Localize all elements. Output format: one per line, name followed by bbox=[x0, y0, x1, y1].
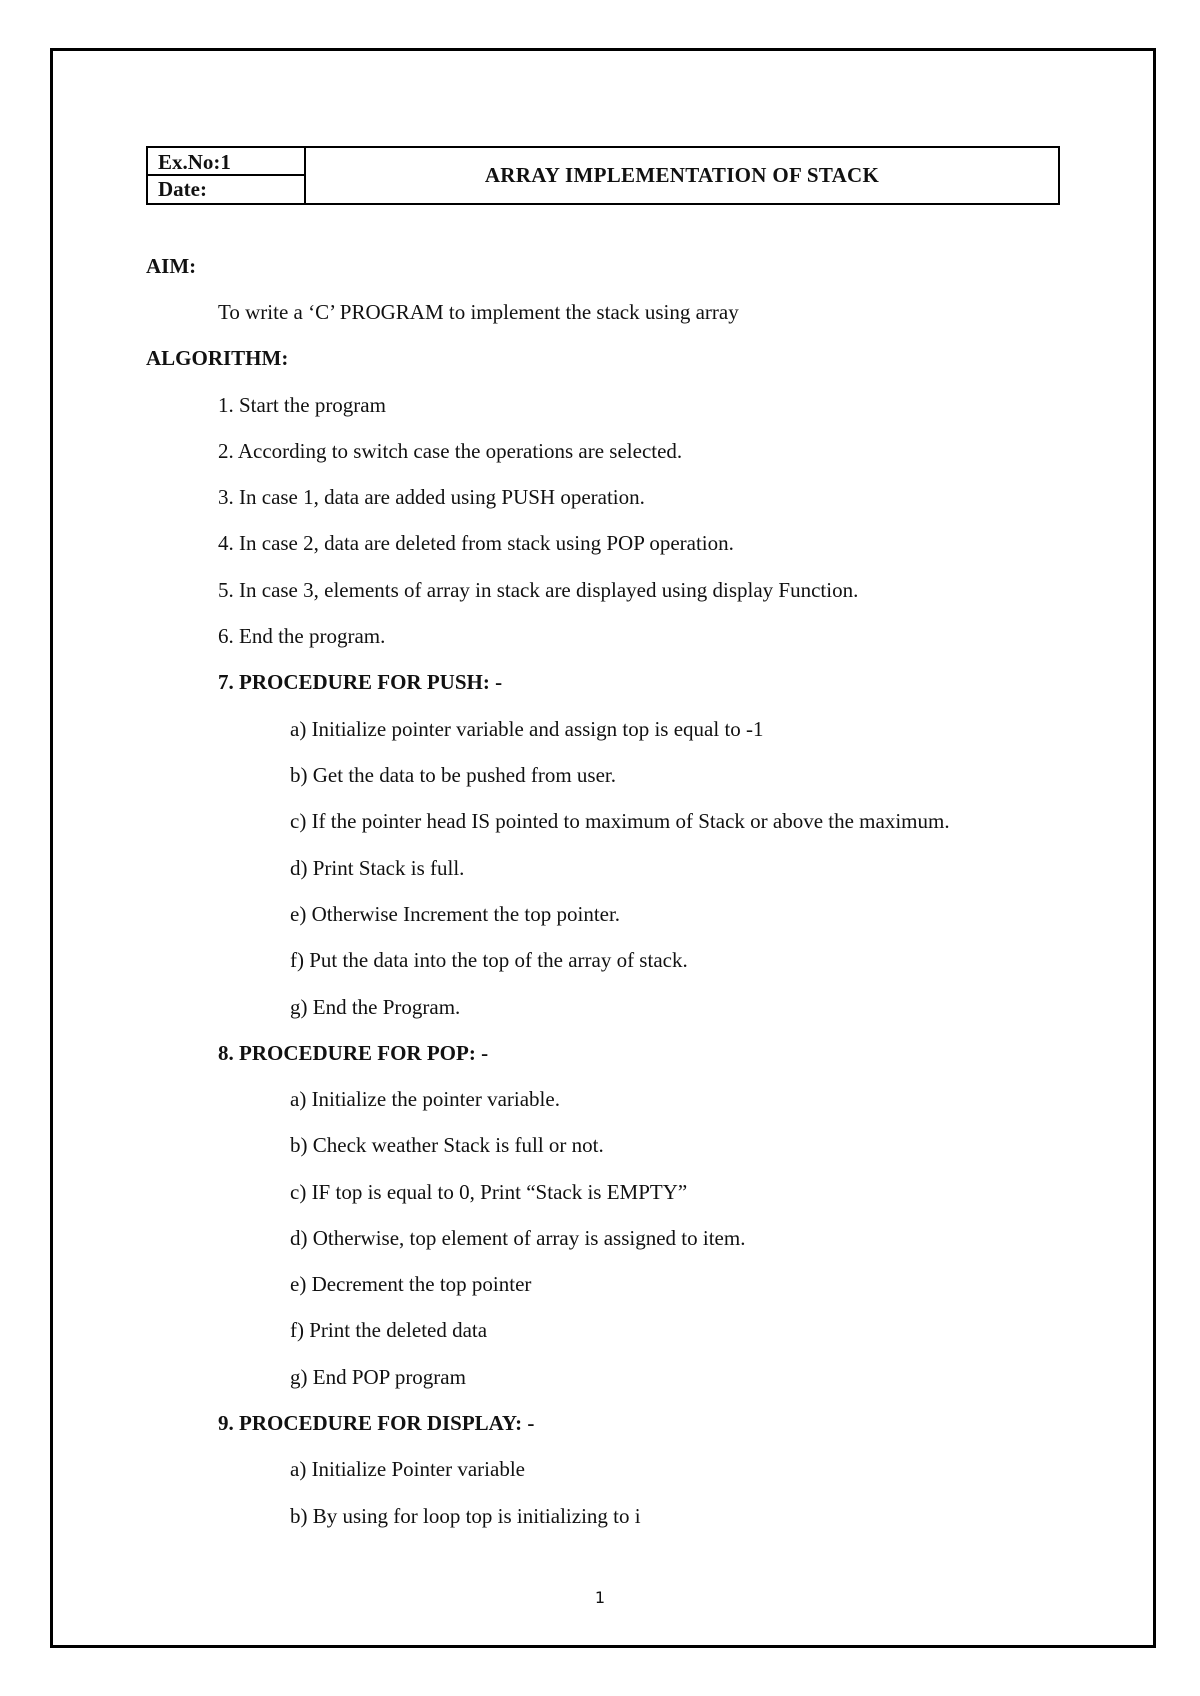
algorithm-step: 1. Start the program bbox=[218, 393, 386, 417]
push-procedure-heading: 7. PROCEDURE FOR PUSH: - bbox=[218, 670, 503, 694]
pop-step: e) Decrement the top pointer bbox=[290, 1272, 532, 1296]
push-step: g) End the Program. bbox=[290, 995, 461, 1019]
exercise-date: Date: bbox=[158, 177, 207, 201]
push-step: f) Put the data into the top of the array of stack. bbox=[290, 948, 688, 972]
header-table bbox=[146, 146, 1060, 205]
algorithm-step: 3. In case 1, data are added using PUSH operation. bbox=[218, 485, 645, 509]
document-title: ARRAY IMPLEMENTATION OF STACK bbox=[484, 163, 880, 187]
push-step: a) Initialize pointer variable and assign top is equal to -1 bbox=[290, 717, 764, 741]
algorithm-step: 5. In case 3, elements of array in stack are displayed using display Function. bbox=[218, 578, 859, 602]
aim-heading: AIM: bbox=[146, 254, 197, 278]
page-border bbox=[50, 48, 1156, 1648]
algorithm-step: 4. In case 2, data are deleted from stack using POP operation. bbox=[218, 531, 734, 555]
aim-text: To write a ‘C’ PROGRAM to implement the stack using array bbox=[218, 300, 739, 324]
page-number: 1 bbox=[594, 1588, 606, 1607]
push-step: e) Otherwise Increment the top pointer. bbox=[290, 902, 621, 926]
pop-step: b) Check weather Stack is full or not. bbox=[290, 1133, 604, 1157]
push-step: b) Get the data to be pushed from user. bbox=[290, 763, 616, 787]
pop-procedure-heading: 8. PROCEDURE FOR POP: - bbox=[218, 1041, 489, 1065]
push-step: c) If the pointer head IS pointed to maximum of Stack or above the maximum. bbox=[290, 809, 950, 833]
algorithm-step: 2. According to switch case the operations are selected. bbox=[218, 439, 683, 463]
header-left-cell bbox=[148, 148, 306, 203]
algorithm-step: 6. End the program. bbox=[218, 624, 386, 648]
pop-step: a) Initialize the pointer variable. bbox=[290, 1087, 560, 1111]
pop-step: g) End POP program bbox=[290, 1365, 466, 1389]
pop-step: f) Print the deleted data bbox=[290, 1318, 488, 1342]
display-procedure-heading: 9. PROCEDURE FOR DISPLAY: - bbox=[218, 1411, 535, 1435]
display-step: b) By using for loop top is initializing to i bbox=[290, 1504, 641, 1528]
algorithm-heading: ALGORITHM: bbox=[146, 346, 289, 370]
pop-step: c) IF top is equal to 0, Print “Stack is EMPTY” bbox=[290, 1180, 688, 1204]
display-step: a) Initialize Pointer variable bbox=[290, 1457, 525, 1481]
pop-step: d) Otherwise, top element of array is assigned to item. bbox=[290, 1226, 746, 1250]
push-step: d) Print Stack is full. bbox=[290, 856, 465, 880]
exercise-number: Ex.No:1 bbox=[148, 148, 304, 176]
